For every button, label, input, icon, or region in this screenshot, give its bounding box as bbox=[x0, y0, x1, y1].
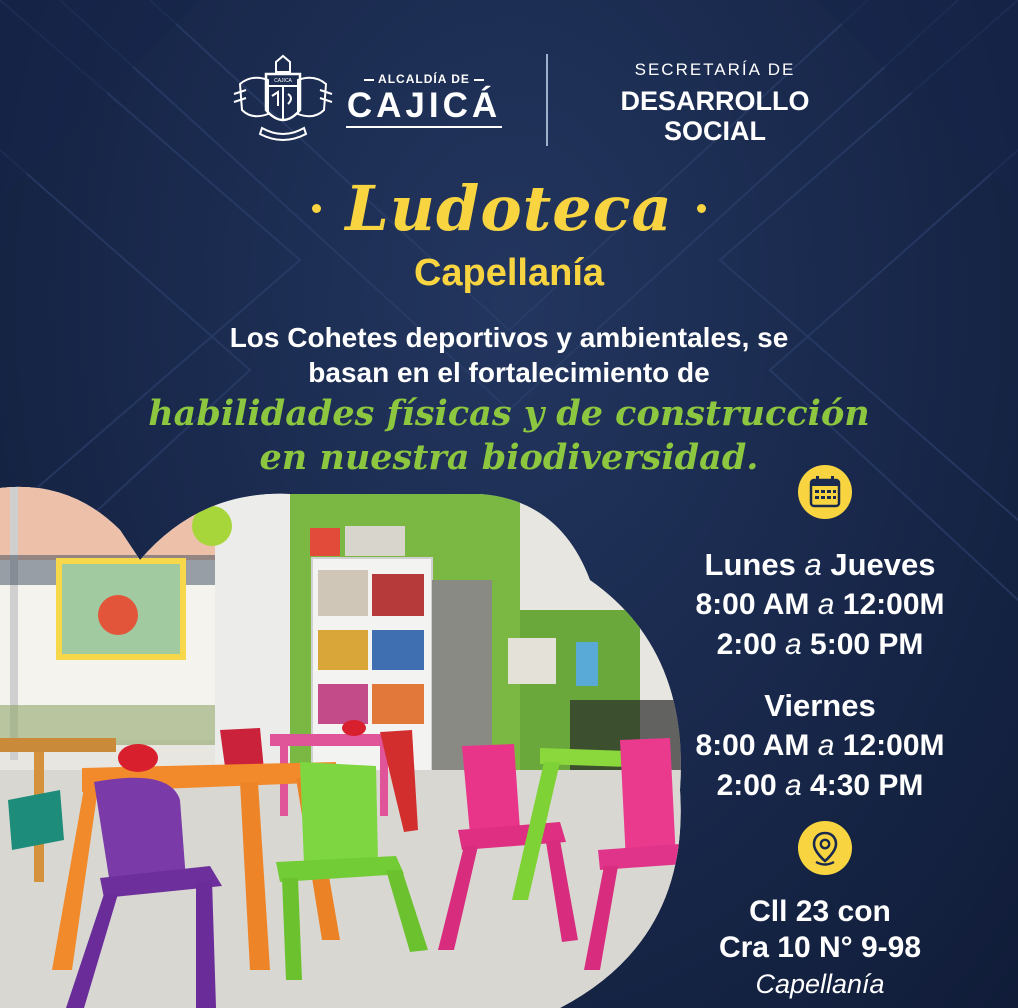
page-subtitle: Capellanía bbox=[413, 252, 605, 294]
title-row bbox=[0, 172, 1018, 245]
secretaria-line2: DESARROLLO bbox=[620, 86, 810, 116]
schedule-morning: 8:00 AM a 12:00M bbox=[695, 588, 945, 621]
page-title: Ludoteca bbox=[345, 172, 673, 245]
location-pin-icon bbox=[798, 821, 852, 875]
schedule-friday-morning: 8:00 AM a 12:00M bbox=[695, 729, 945, 762]
address-line1: Cll 23 con bbox=[749, 895, 891, 928]
title-dot-right bbox=[697, 204, 706, 213]
description-line1: Los Cohetes deportivos y ambientales, se bbox=[229, 322, 789, 353]
schedule-afternoon: 2:00 a 5:00 PM bbox=[716, 628, 924, 661]
schedule-friday-afternoon: 2:00 a 4:30 PM bbox=[716, 769, 924, 802]
classroom-photo bbox=[0, 470, 700, 1008]
coat-of-arms-icon bbox=[232, 54, 334, 146]
description-highlight1: habilidades físicas y de construcción bbox=[148, 393, 870, 434]
description-highlight bbox=[0, 392, 1018, 480]
alcaldia-logo bbox=[346, 72, 502, 128]
calendar-icon bbox=[798, 465, 852, 519]
schedule-days: Lunes a Jueves bbox=[704, 547, 936, 582]
schedule-block-weekdays bbox=[650, 545, 990, 665]
description-highlight2: en nuestra biodiversidad. bbox=[259, 437, 759, 478]
description bbox=[0, 320, 1018, 390]
description-line2: basan en el fortalecimiento de bbox=[308, 357, 710, 388]
secretaria-logo bbox=[596, 60, 834, 146]
svg-text:CAJICA: CAJICA bbox=[274, 78, 292, 84]
address-line2: Cra 10 N° 9-98 bbox=[718, 931, 922, 964]
header-divider bbox=[546, 54, 548, 146]
address-line3: Capellanía bbox=[755, 969, 885, 999]
address-block bbox=[650, 894, 990, 1002]
title-dot-left bbox=[312, 204, 321, 213]
secretaria-line1: SECRETARÍA DE bbox=[634, 60, 796, 79]
secretaria-line3: SOCIAL bbox=[663, 116, 766, 146]
alcaldia-prefix: ALCALDÍA DE bbox=[346, 72, 502, 86]
schedule-day-friday: Viernes bbox=[764, 688, 876, 723]
schedule-block-friday bbox=[650, 686, 990, 806]
alcaldia-name: CAJICÁ bbox=[346, 87, 502, 128]
